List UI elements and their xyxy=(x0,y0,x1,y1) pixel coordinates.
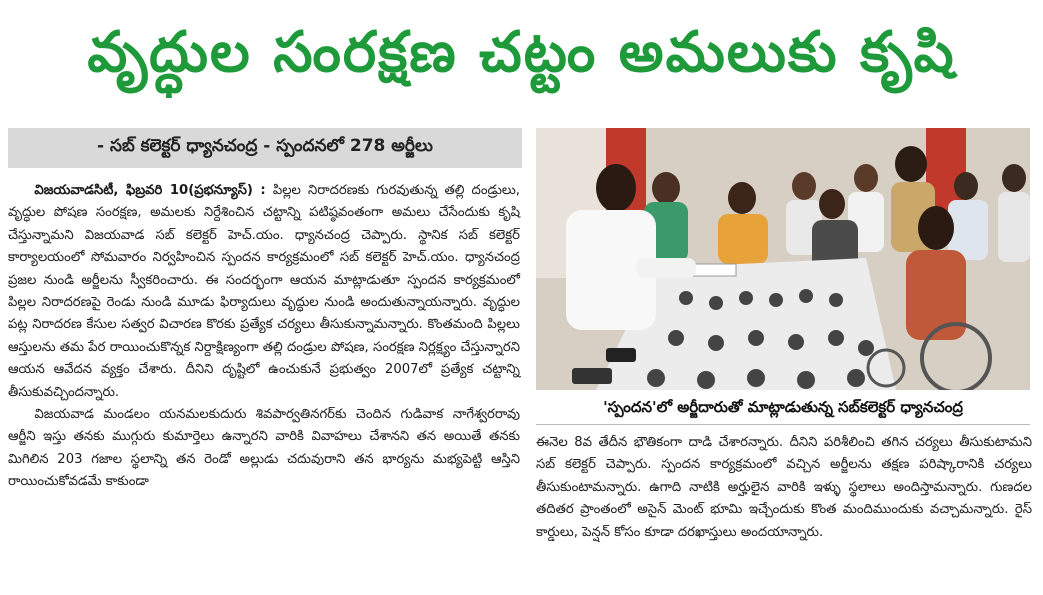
article-right-column xyxy=(536,432,1032,544)
photo-caption: 'స్పందన'లో అర్జీదారుతో మాట్లాడుతున్న సబ్‌కలెక్టర్ ధ్యానచంద్ర xyxy=(536,394,1030,425)
article-paragraph-1 xyxy=(8,180,520,404)
paragraph-1-text: పిల్లల నిరాదరణకు గురవుతున్న తల్లి దండ్రులు, వృద్ధుల పోషణ సంరక్షణ, అమలకు నిర్దేశించిన చట్టాన్ని పటిష్ఠవంతంగా అమలు చేసేందుకు కృషి చేస్తున్నామని విజయవాడ సబ్ కలెక్టర్ హెచ్.యం. ధ్యానచంద్ర చెప్పారు. స్థానిక సబ్ కలెక్టర్ కార్యాలయంలో సోమవారం నిర్వహించిన స్పందన కార్యక్రమంలో సబ్ కలెక్టర్ హెచ్.యం. ధ్యానచంద్ర ప్రజల నుండి అర్జీలను స్వీకరించారు. ఈ సందర్భంగా ఆయన మాట్లాడుతూ స్పందన కార్యక్రమంలో పిల్లల నిరాదరణపై రెండు నుండి మూడు ఫిర్యాదులు వృద్ధుల నుండి అందుతున్నాయన్నారు. వృద్ధుల పట్ల నిరాదరణ కేసుల సత్వర విచారణ కొరకు ప్రత్యేక చర్యలు తీసుకున్నామన్నారు. కొంతమంది పిల్లలు ఆస్తులను తమ పేర రాయించుకొన్నక నిర్దాక్షిణ్యంగా తల్లి దండ్రుల పోషణ, సంరక్షణ నిర్లక్ష్యం చేస్తున్నారని ఆయన ఆవేదన వ్యక్తం చేశారు. దీనిని దృష్టిలో ఉంచుకునే ప్రభుత్వం 2007లో ప్రత్యేక చట్టాన్ని తీసుకువచ్చిందన్నారు. xyxy=(8,183,520,400)
headline: వృద్ధుల సంరక్షణ చట్టం అమలుకు కృషి xyxy=(87,19,956,85)
subheadline: - సబ్ కలెక్టర్ ధ్యానచంద్ర - స్పందనలో 278 అర్జీలు xyxy=(8,128,522,168)
article-paragraph-2: విజయవాడ మండలం యనమలకుదురు శివపార్వతినగర్‌కు చెందిన గుడివాక నాగేశ్వరరావు ఆర్జీని ఇస్తు తనకు ముగ్గురు కుమార్తెలు ఉన్నారని వారికి వివాహలు చేశానని తన అయితే తనకు మిగిలిన 203 గజాల స్థలాన్ని తన రెండో అల్లుడు చదువురాని తన భార్యను మభ్యపెట్టి ఆస్తిని రాయించుకోవడమే కాకుండా xyxy=(8,407,520,490)
news-photo xyxy=(536,128,1030,390)
article-paragraph-3: ఈనెల 8వ తేదీన భౌతికంగా దాడి చేశారన్నారు. దీనిని పరిశీలించి తగిన చర్యలు తీసుకుటామని సబ్ కలెక్టర్ చెప్పారు. స్పందన కార్యక్రమంలో వచ్చిన అర్జీలను తక్షణ పరిష్కారానికి చర్యలు తీసుకుంటామన్నారు. ఉగాది నాటికి అర్హులైన వారికి ఇళ్ళు స్థలాలు అందిస్తామన్నారు. గుణదల తదితర ప్రాంతంలో అసైన్ మెంట్ భూమి ఇచ్చేందుకు కొంత మందిముందుకు వచ్చామన్నారు. రైస్ కార్డులు, పెన్షన్ కోసం కూడా దరఖాస్తులు అందయాన్నారు. xyxy=(536,435,1032,540)
photo-illustration xyxy=(536,128,1030,390)
article-left-column xyxy=(8,180,520,494)
dateline: విజయవాడసిటీ, ఫిబ్రవరి 10(ప్రభన్యూస్) : xyxy=(34,183,266,198)
